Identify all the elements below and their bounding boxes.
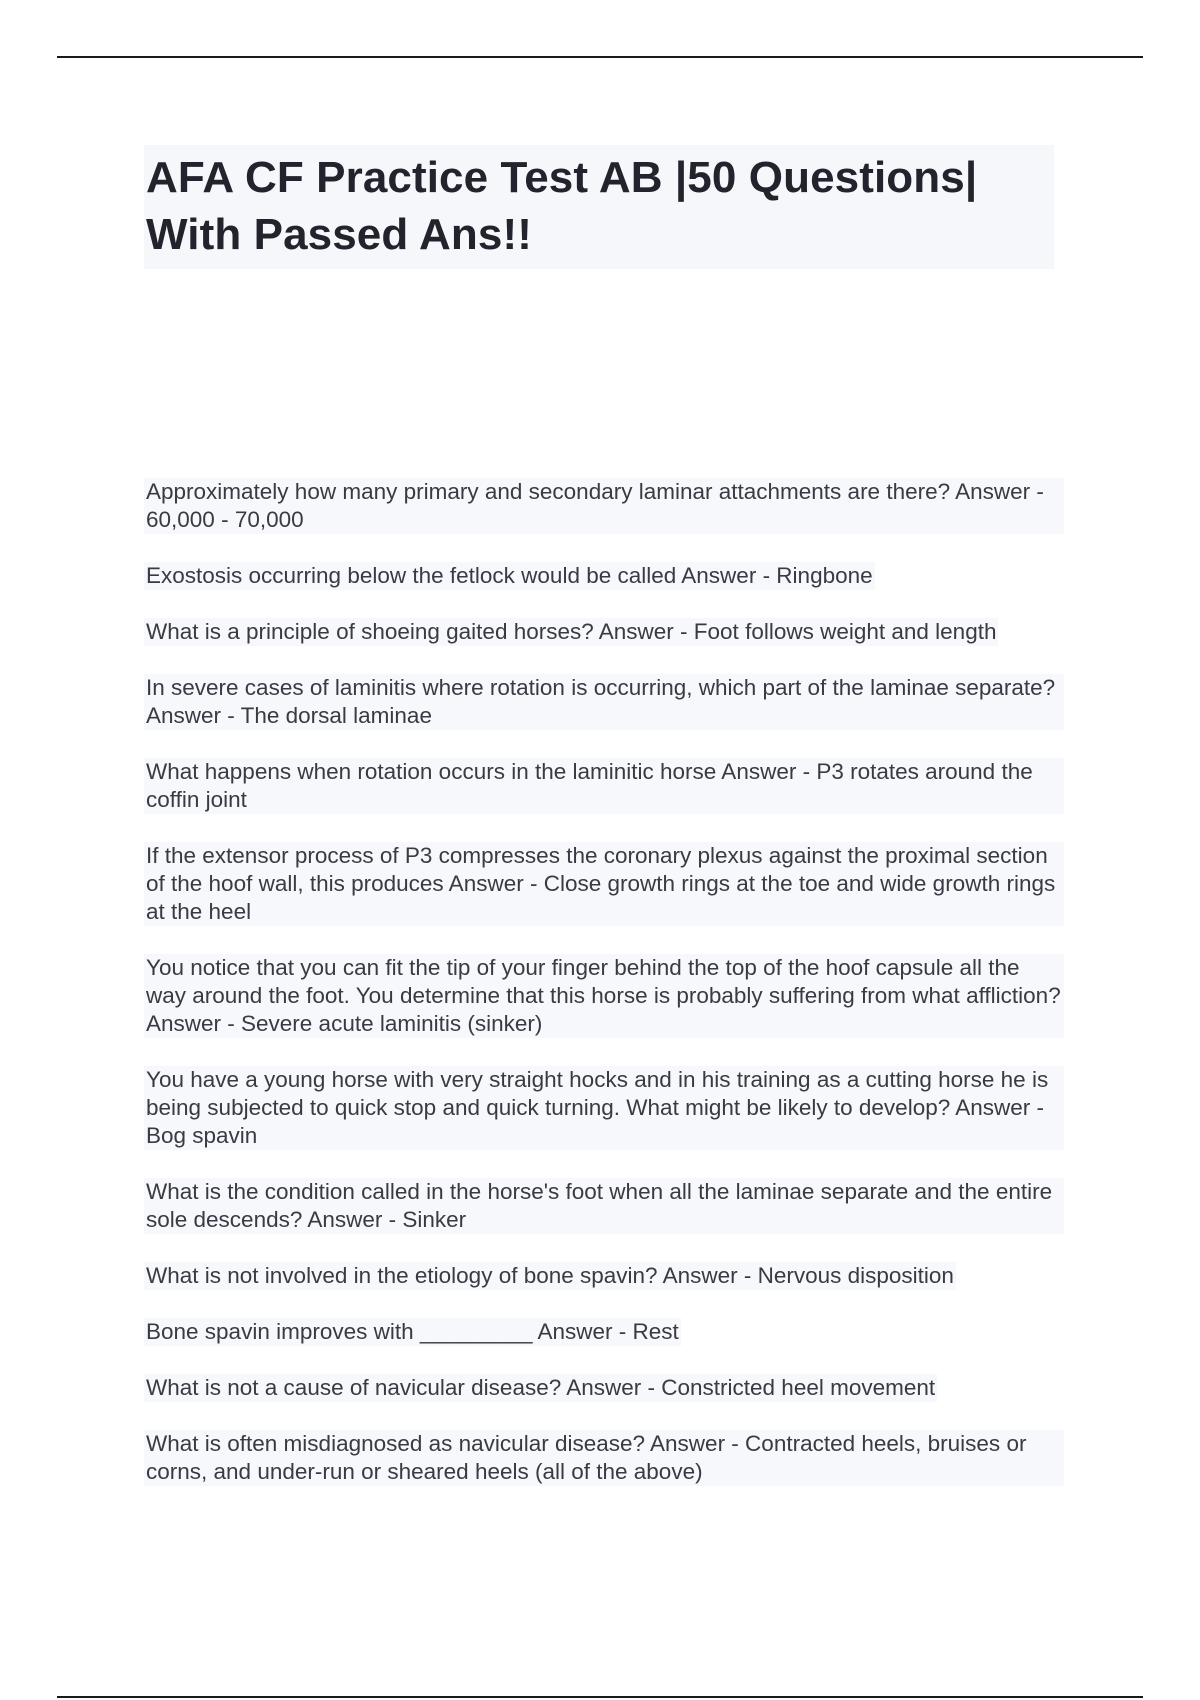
qa-item: What happens when rotation occurs in the laminitic horse Answer - P3 rotates around the coffin joint <box>144 758 1064 814</box>
title-block <box>144 145 1054 269</box>
qa-item: Bone spavin improves with _________ Answer - Rest <box>146 1319 679 1344</box>
qa-item: Exostosis occurring below the fetlock would be called Answer - Ringbone <box>146 563 873 588</box>
bottom-divider <box>57 1696 1143 1698</box>
qa-item: You notice that you can fit the tip of your finger behind the top of the hoof capsule all the way around the foot. You determine that this horse is probably suffering from what affliction? Answer - Severe acute laminitis (sinker) <box>144 954 1064 1038</box>
document-title: AFA CF Practice Test AB |50 Questions| With Passed Ans!! <box>146 153 978 259</box>
qa-item: What is the condition called in the horse's foot when all the laminae separate and the entire sole descends? Answer - Sinker <box>144 1178 1064 1234</box>
qa-item: You have a young horse with very straight hocks and in his training as a cutting horse he is being subjected to quick stop and quick turning. What might be likely to develop? Answer - Bog spavin <box>144 1066 1064 1150</box>
qa-item: What is often misdiagnosed as navicular disease? Answer - Contracted heels, bruises or corns, and under-run or sheared heels (all of the above) <box>144 1430 1064 1486</box>
qa-item: What is not a cause of navicular disease? Answer - Constricted heel movement <box>146 1375 936 1400</box>
qa-item: Approximately how many primary and secondary laminar attachments are there? Answer - 60,000 - 70,000 <box>144 478 1064 534</box>
top-divider <box>57 56 1143 58</box>
qa-item: What is a principle of shoeing gaited horses? Answer - Foot follows weight and length <box>146 619 997 644</box>
qa-item: What is not involved in the etiology of bone spavin? Answer - Nervous disposition <box>146 1263 954 1288</box>
qa-item: In severe cases of laminitis where rotation is occurring, which part of the laminae separate? Answer - The dorsal laminae <box>144 674 1064 730</box>
qa-list <box>144 478 1064 1514</box>
qa-item: If the extensor process of P3 compresses the coronary plexus against the proximal section of the hoof wall, this produces Answer - Close growth rings at the toe and wide growth rings at the heel <box>144 842 1064 926</box>
